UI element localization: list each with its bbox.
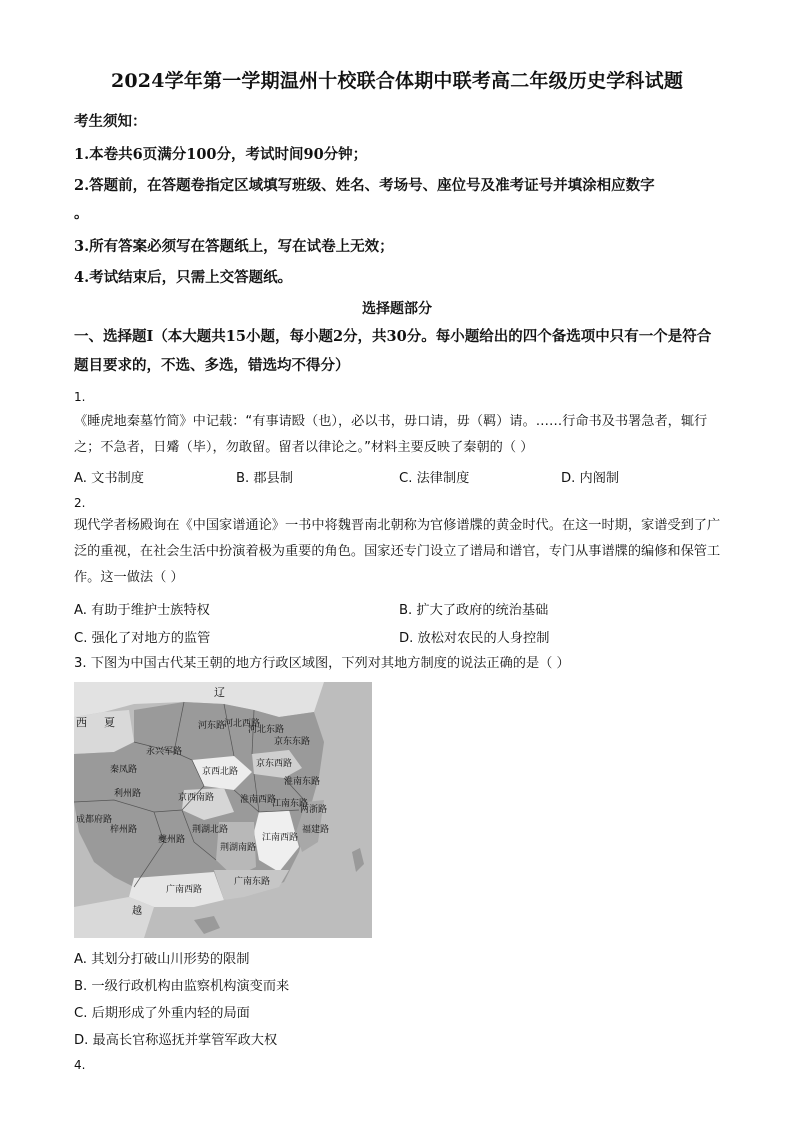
option-d[interactable]: D. 最高长官称巡抚并掌管军政大权 bbox=[74, 1033, 278, 1048]
map-label: 淮南东路 bbox=[284, 777, 321, 787]
option-a[interactable]: A. 其划分打破山川形势的限制 bbox=[74, 952, 250, 967]
map-label: 越 bbox=[132, 906, 142, 917]
map-label: 京西南路 bbox=[178, 793, 215, 803]
map-label: 辽 bbox=[214, 686, 225, 699]
option-c[interactable]: C. 法律制度 bbox=[399, 471, 470, 486]
page-title: 2024学年第一学期温州十校联合体期中联考高二年级历史学科试题 bbox=[110, 70, 684, 92]
question-number: 4. bbox=[74, 1058, 86, 1072]
map-label: 京东西路 bbox=[256, 759, 293, 769]
question-stem: 《睡虎地秦墓竹简》中记载：“有事请殹（也），必以书，毋口请，毋（羁）请。……行命书及书署急者，辄行之；不急者，日觱（毕），勿敢留。留者以律论之。”材料主要反映了秦朝的（ ） bbox=[74, 414, 708, 455]
map-label: 夏 bbox=[104, 716, 115, 729]
map-label: 福建路 bbox=[302, 825, 330, 835]
option-d[interactable]: D. 内阁制 bbox=[561, 471, 620, 486]
notice-item: 1.本卷共6页满分100分，考试时间90分钟； bbox=[74, 146, 368, 163]
question-stem: 3. 下图为中国古代某王朝的地方行政区域图，下列对其地方制度的说法正确的是（ ） bbox=[74, 656, 570, 671]
map-label: 荆湖南路 bbox=[220, 843, 257, 853]
map-label: 河东路 bbox=[198, 721, 226, 731]
map-label: 京东东路 bbox=[274, 737, 311, 747]
map-label: 两浙路 bbox=[300, 805, 328, 815]
part-title: 选择题部分 bbox=[362, 301, 432, 317]
option-d[interactable]: D. 放松对农民的人身控制 bbox=[399, 631, 550, 646]
song-dynasty-map bbox=[74, 682, 372, 938]
question-number: 2. bbox=[74, 496, 86, 510]
option-b[interactable]: B. 扩大了政府的统治基础 bbox=[399, 603, 549, 618]
option-c[interactable]: C. 后期形成了外重内轻的局面 bbox=[74, 1006, 250, 1021]
option-c[interactable]: C. 强化了对地方的监管 bbox=[74, 631, 211, 646]
notice-item: 3.所有答案必须写在答题纸上，写在试卷上无效； bbox=[74, 238, 394, 255]
map-label: 荆湖北路 bbox=[192, 825, 229, 835]
notice-item: 2.答题前，在答题卷指定区域填写班级、姓名、考场号、座位号及准考证号并填涂相应数字 bbox=[74, 177, 655, 194]
notice-item: 4.考试结束后，只需上交答题纸。 bbox=[74, 269, 293, 286]
notice-item: 。 bbox=[74, 205, 89, 222]
section-intro: 一、选择题Ⅰ（本大题共15小题，每小题2分，共30分。每小题给出的四个备选项中只有一个是符合题目要求的，不选、多选，错选均不得分） bbox=[74, 328, 712, 374]
map-label: 广南西路 bbox=[166, 885, 203, 895]
map-label: 利州路 bbox=[114, 789, 142, 799]
option-b[interactable]: B. 一级行政机构由监察机构演变而来 bbox=[74, 979, 290, 994]
map-label: 河北东路 bbox=[248, 725, 285, 735]
map-label: 淮南西路 bbox=[240, 795, 277, 805]
map-label: 秦凤路 bbox=[110, 765, 138, 775]
option-a[interactable]: A. 有助于维护士族特权 bbox=[74, 603, 210, 618]
map-label: 广南东路 bbox=[234, 877, 271, 887]
map-label: 永兴军路 bbox=[146, 747, 183, 757]
map-label: 西 bbox=[76, 716, 87, 729]
option-a[interactable]: A. 文书制度 bbox=[74, 471, 144, 486]
map-label: 夔州路 bbox=[158, 835, 186, 845]
question-number: 1. bbox=[74, 390, 86, 404]
map-label: 京西北路 bbox=[202, 767, 239, 777]
question-stem: 现代学者杨殿询在《中国家谱通论》一书中将魏晋南北朝称为官修谱牒的黄金时代。在这一时期，家谱受到了广泛的重视，在社会生活中扮演着极为重要的角色。国家还专门设立了谱局和谱官，专门从事谱牒的编修和保管工作。这一做法（ ） bbox=[74, 518, 721, 585]
map-label: 江南东路 bbox=[272, 799, 309, 809]
map-label: 河北西路 bbox=[224, 719, 261, 729]
map-label: 江南西路 bbox=[262, 833, 299, 843]
option-b[interactable]: B. 郡县制 bbox=[236, 471, 293, 486]
notice-heading: 考生须知： bbox=[74, 113, 147, 130]
map-label: 梓州路 bbox=[110, 825, 138, 835]
map-label: 成都府路 bbox=[76, 815, 113, 825]
